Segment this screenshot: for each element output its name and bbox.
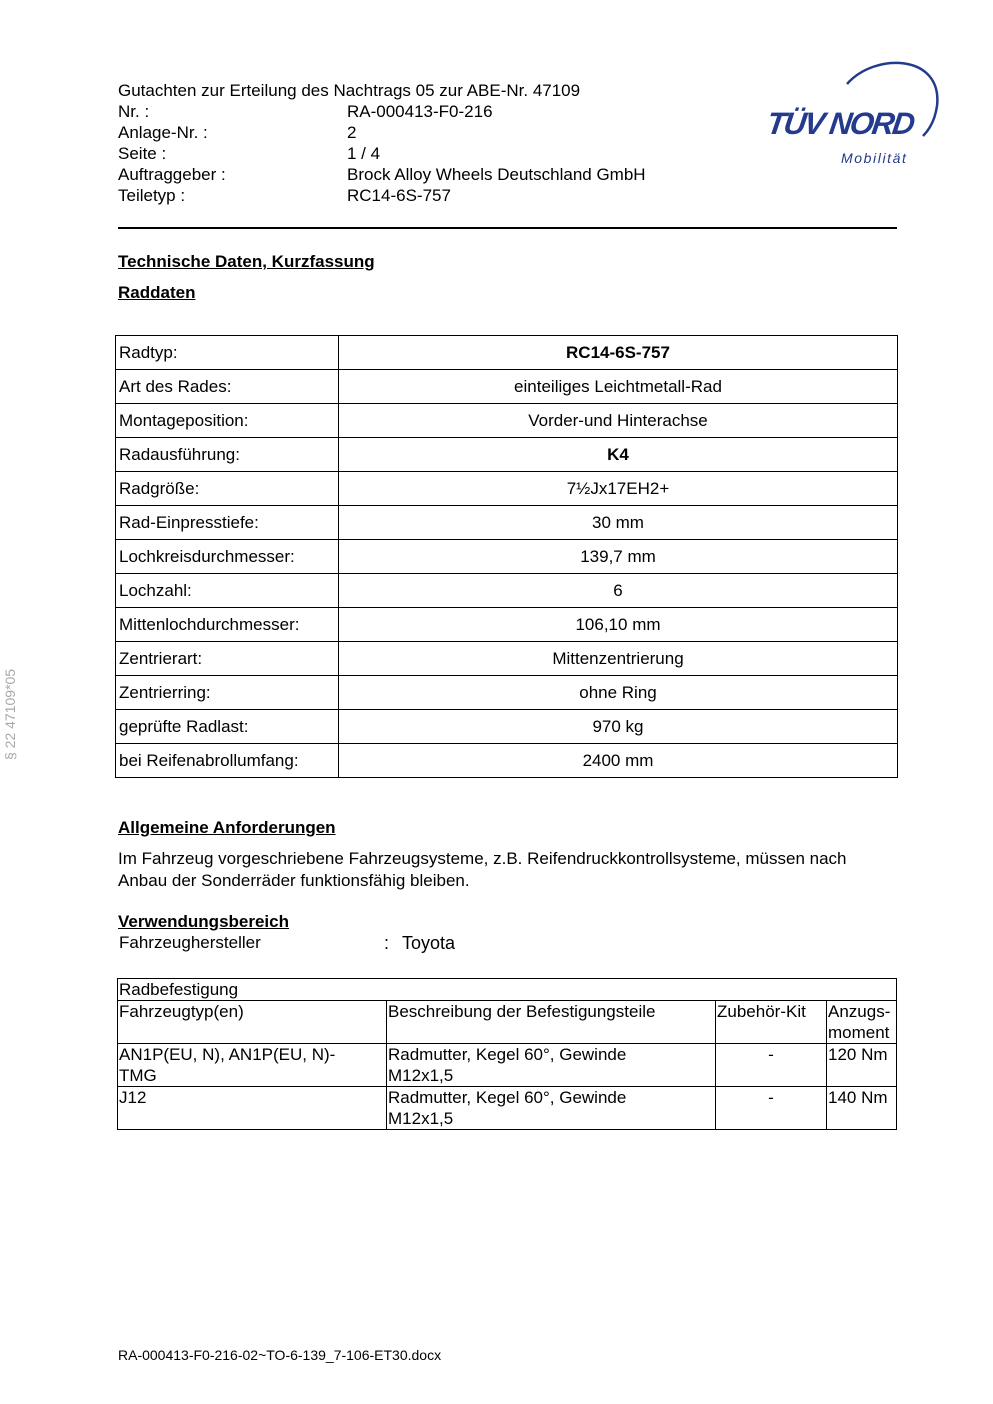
- vehicle-type-cell: J12: [118, 1087, 387, 1130]
- header-value: 2: [347, 123, 357, 142]
- row-label: bei Reifenabrollumfang:: [116, 744, 339, 778]
- allgemeine-title: Allgemeine Anforderungen: [118, 818, 336, 837]
- row-value: 106,10 mm: [339, 608, 898, 642]
- vehicle-type-cell: AN1P(EU, N), AN1P(EU, N)- TMG: [118, 1044, 387, 1087]
- manufacturer-colon: :: [384, 933, 390, 953]
- table-row: [116, 404, 898, 438]
- row-value: K4: [339, 438, 898, 472]
- footer-filename: RA-000413-F0-216-02~TO-6-139_7-106-ET30.docx: [118, 1347, 442, 1363]
- row-label: Radtyp:: [116, 336, 339, 370]
- kit-cell: -: [716, 1044, 827, 1087]
- logo-brand: TÜV NORD: [764, 106, 916, 141]
- row-value: 2400 mm: [339, 744, 898, 778]
- wheel-fixing-table: [117, 978, 897, 1130]
- row-label: Lochzahl:: [116, 574, 339, 608]
- row-label: geprüfte Radlast:: [116, 710, 339, 744]
- row-value: 30 mm: [339, 506, 898, 540]
- manufacturer-label: Fahrzeughersteller: [119, 933, 261, 952]
- header-value: 1 / 4: [347, 144, 381, 163]
- header-title: Gutachten zur Erteilung des Nachtrags 05 zur ABE-Nr. 47109: [118, 81, 581, 100]
- table-row: [116, 710, 898, 744]
- section-title: Technische Daten, Kurzfassung: [118, 252, 375, 271]
- header-label: Anlage-Nr. :: [118, 123, 208, 142]
- header-value: Brock Alloy Wheels Deutschland GmbH: [347, 165, 646, 184]
- header-label: Teiletyp :: [118, 186, 186, 205]
- table-caption: Radbefestigung: [118, 979, 897, 1001]
- tuv-nord-logo: [765, 58, 940, 173]
- row-value: RC14-6S-757: [339, 336, 898, 370]
- column-header: Fahrzeugtyp(en): [118, 1001, 387, 1044]
- table-row: [116, 642, 898, 676]
- header-label: Auftraggeber :: [118, 165, 226, 184]
- header-row-auftraggeber: [118, 164, 718, 185]
- header-label: Seite :: [118, 144, 167, 163]
- logo-subtitle: Mobilität: [841, 150, 908, 166]
- row-label: Montageposition:: [116, 404, 339, 438]
- header-label: Nr. :: [118, 102, 150, 121]
- row-label: Art des Rades:: [116, 370, 339, 404]
- row-value: 7½Jx17EH2+: [339, 472, 898, 506]
- column-header: Beschreibung der Befestigungsteile: [387, 1001, 716, 1044]
- side-note: § 22 47109*05: [2, 668, 18, 760]
- row-label: Mittenlochdurchmesser:: [116, 608, 339, 642]
- table-row: [116, 336, 898, 370]
- wheel-data-table: [115, 335, 898, 778]
- row-label: Lochkreisdurchmesser:: [116, 540, 339, 574]
- allgemeine-text: Im Fahrzeug vorgeschriebene Fahrzeugsysteme, z.B. Reifendruckkontrollsysteme, müssen nach Anbau der Sonderräder funktionsfähig bleiben.: [118, 849, 847, 890]
- header-row-teiletyp: [118, 185, 718, 206]
- raddaten-title: Raddaten: [118, 283, 196, 302]
- table-caption-row: [118, 979, 897, 1001]
- table-row: [116, 608, 898, 642]
- manufacturer-value: Toyota: [402, 933, 456, 953]
- header-value: RA-000413-F0-216: [347, 102, 493, 121]
- table-row: [116, 506, 898, 540]
- table-row: [118, 1044, 897, 1087]
- table-row: [116, 370, 898, 404]
- kit-cell: -: [716, 1087, 827, 1130]
- row-label: Zentrierart:: [116, 642, 339, 676]
- verwendung-title: Verwendungsbereich: [118, 912, 289, 931]
- torque-cell: 120 Nm: [827, 1044, 897, 1087]
- document-header: [118, 80, 718, 206]
- table-row: [116, 472, 898, 506]
- row-value: ohne Ring: [339, 676, 898, 710]
- column-header: Anzugs- moment: [827, 1001, 897, 1044]
- description-cell: Radmutter, Kegel 60°, Gewinde M12x1,5: [387, 1044, 716, 1087]
- torque-cell: 140 Nm: [827, 1087, 897, 1130]
- header-value: RC14-6S-757: [347, 186, 451, 205]
- table-row: [116, 574, 898, 608]
- header-row-anlage: [118, 122, 718, 143]
- table-row: [118, 1087, 897, 1130]
- row-value: einteiliges Leichtmetall-Rad: [339, 370, 898, 404]
- row-value: Vorder-und Hinterachse: [339, 404, 898, 438]
- table-row: [116, 676, 898, 710]
- row-value: 139,7 mm: [339, 540, 898, 574]
- header-row-nr: [118, 101, 718, 122]
- row-value: Mittenzentrierung: [339, 642, 898, 676]
- table-row: [116, 744, 898, 778]
- row-label: Rad-Einpresstiefe:: [116, 506, 339, 540]
- table-row: [116, 438, 898, 472]
- table-row: [116, 540, 898, 574]
- header-divider: [118, 227, 897, 229]
- description-cell: Radmutter, Kegel 60°, Gewinde M12x1,5: [387, 1087, 716, 1130]
- header-row-seite: [118, 143, 718, 164]
- row-value: 6: [339, 574, 898, 608]
- row-value: 970 kg: [339, 710, 898, 744]
- column-header: Zubehör-Kit: [716, 1001, 827, 1044]
- table-header-row: [118, 1001, 897, 1044]
- row-label: Zentrierring:: [116, 676, 339, 710]
- row-label: Radausführung:: [116, 438, 339, 472]
- row-label: Radgröße:: [116, 472, 339, 506]
